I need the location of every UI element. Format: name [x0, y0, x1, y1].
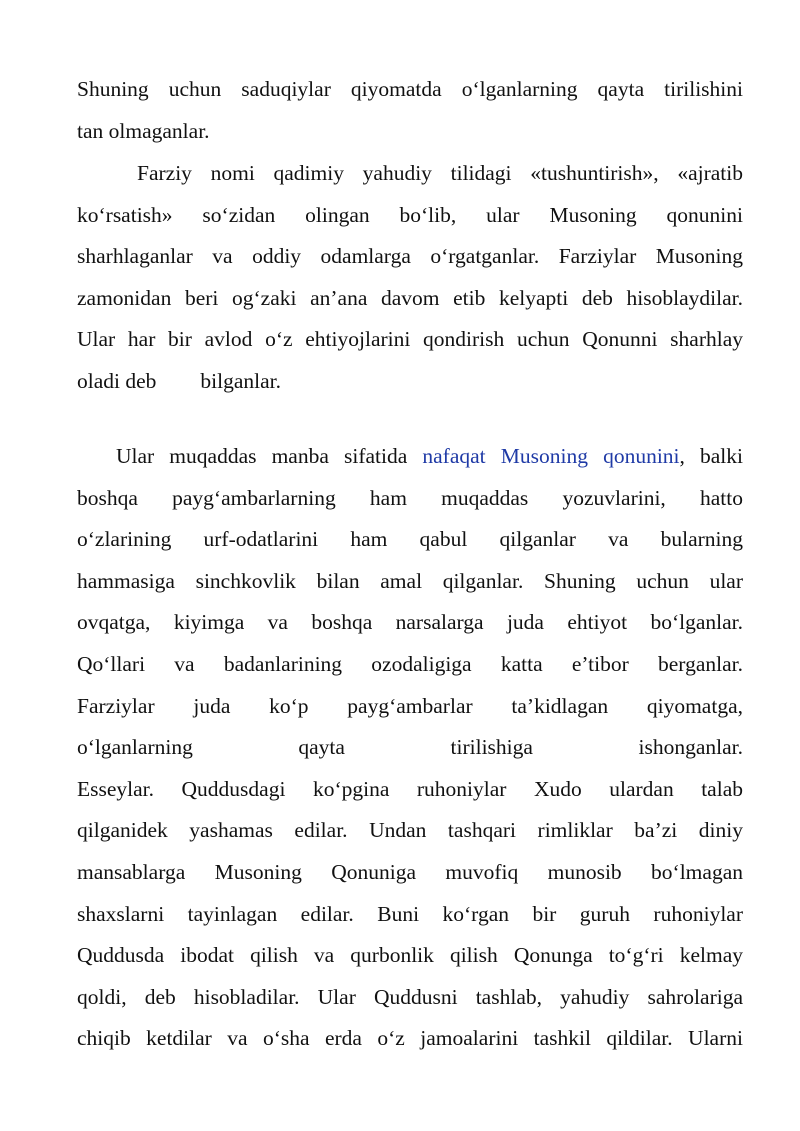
text-line: tan olmaganlar.	[77, 118, 210, 143]
text-line: Ular har bir avlod o‘z ehtiyojlarini qondirish uchun Qonunni sharhlay	[77, 327, 743, 352]
paragraph-saduqiylar	[77, 69, 743, 152]
text-line: ko‘rsatish» so‘zidan olingan bo‘lib, ular Musoning qonunini	[77, 202, 743, 227]
text-line: shaxslarni tayinlagan edilar. Buni ko‘rgan bir guruh ruhoniylar	[77, 901, 743, 926]
text-line: mansablarga Musoning Qonuniga muvofiq munosib bo‘lmagan	[77, 859, 743, 884]
text-line: qoldi, deb hisobladilar. Ular Quddusni tashlab, yahudiy sahrolariga	[77, 984, 743, 1009]
text-line: sharhlaganlar va oddiy odamlarga o‘rgatganlar. Farziylar Musoning	[77, 244, 743, 269]
musoning-qonuni-link[interactable]: nafaqat Musoning qonunini	[422, 444, 680, 468]
text-line: o‘zlarining urf-odatlarini ham qabul qilganlar va bularning	[77, 527, 743, 552]
text-line: Farziy nomi qadimiy yahudiy tilidagi «tushuntirish», «ajratib	[137, 161, 743, 185]
paragraph-muqaddas-manba	[77, 436, 743, 1060]
text-line: ovqatga, kiyimga va boshqa narsalarga juda ehtiyot bo‘lganlar.	[77, 610, 743, 635]
text-line: Quddusda ibodat qilish va qurbonlik qilish Qonunga to‘g‘ri kelmay	[77, 943, 743, 968]
text-line: o‘lganlarning qayta tirilishiga ishonganlar.	[77, 735, 743, 760]
text-line: zamonidan beri og‘zaki an’ana davom etib kelyapti deb hisoblaydilar.	[77, 285, 743, 310]
text-line: hammasiga sinchkovlik bilan amal qilganlar. Shuning uchun ular	[77, 568, 743, 593]
text-line: Farziylar juda ko‘p payg‘ambarlar ta’kidlagan qiyomatga,	[77, 693, 743, 718]
text-fragment: Ular muqaddas manba sifatida	[116, 444, 423, 468]
text-fragment: , balki	[679, 444, 743, 468]
text-line: Esseylar. Quddusdagi ko‘pgina ruhoniylar Xudo ulardan talab	[77, 776, 743, 801]
paragraph-farziy	[77, 153, 743, 403]
text-line: boshqa payg‘ambarlarning ham muqaddas yozuvlarini, hatto	[77, 485, 743, 510]
text-line: chiqib ketdilar va o‘sha erda o‘z jamoalarini tashkil qildilar. Ularni	[77, 1026, 743, 1051]
text-fragment: bilganlar.	[200, 368, 282, 393]
text-line: Qo‘llari va badanlarining ozodaligiga katta e’tibor berganlar.	[77, 651, 743, 676]
text-line	[77, 361, 743, 403]
text-line: Shuning uchun saduqiylar qiyomatda o‘lganlarning qayta tirilishini	[77, 77, 743, 101]
text-line	[77, 436, 743, 478]
text-fragment: oladi deb	[77, 368, 157, 393]
text-line: qilganidek yashamas edilar. Undan tashqari rimliklar ba’zi diniy	[77, 818, 743, 843]
